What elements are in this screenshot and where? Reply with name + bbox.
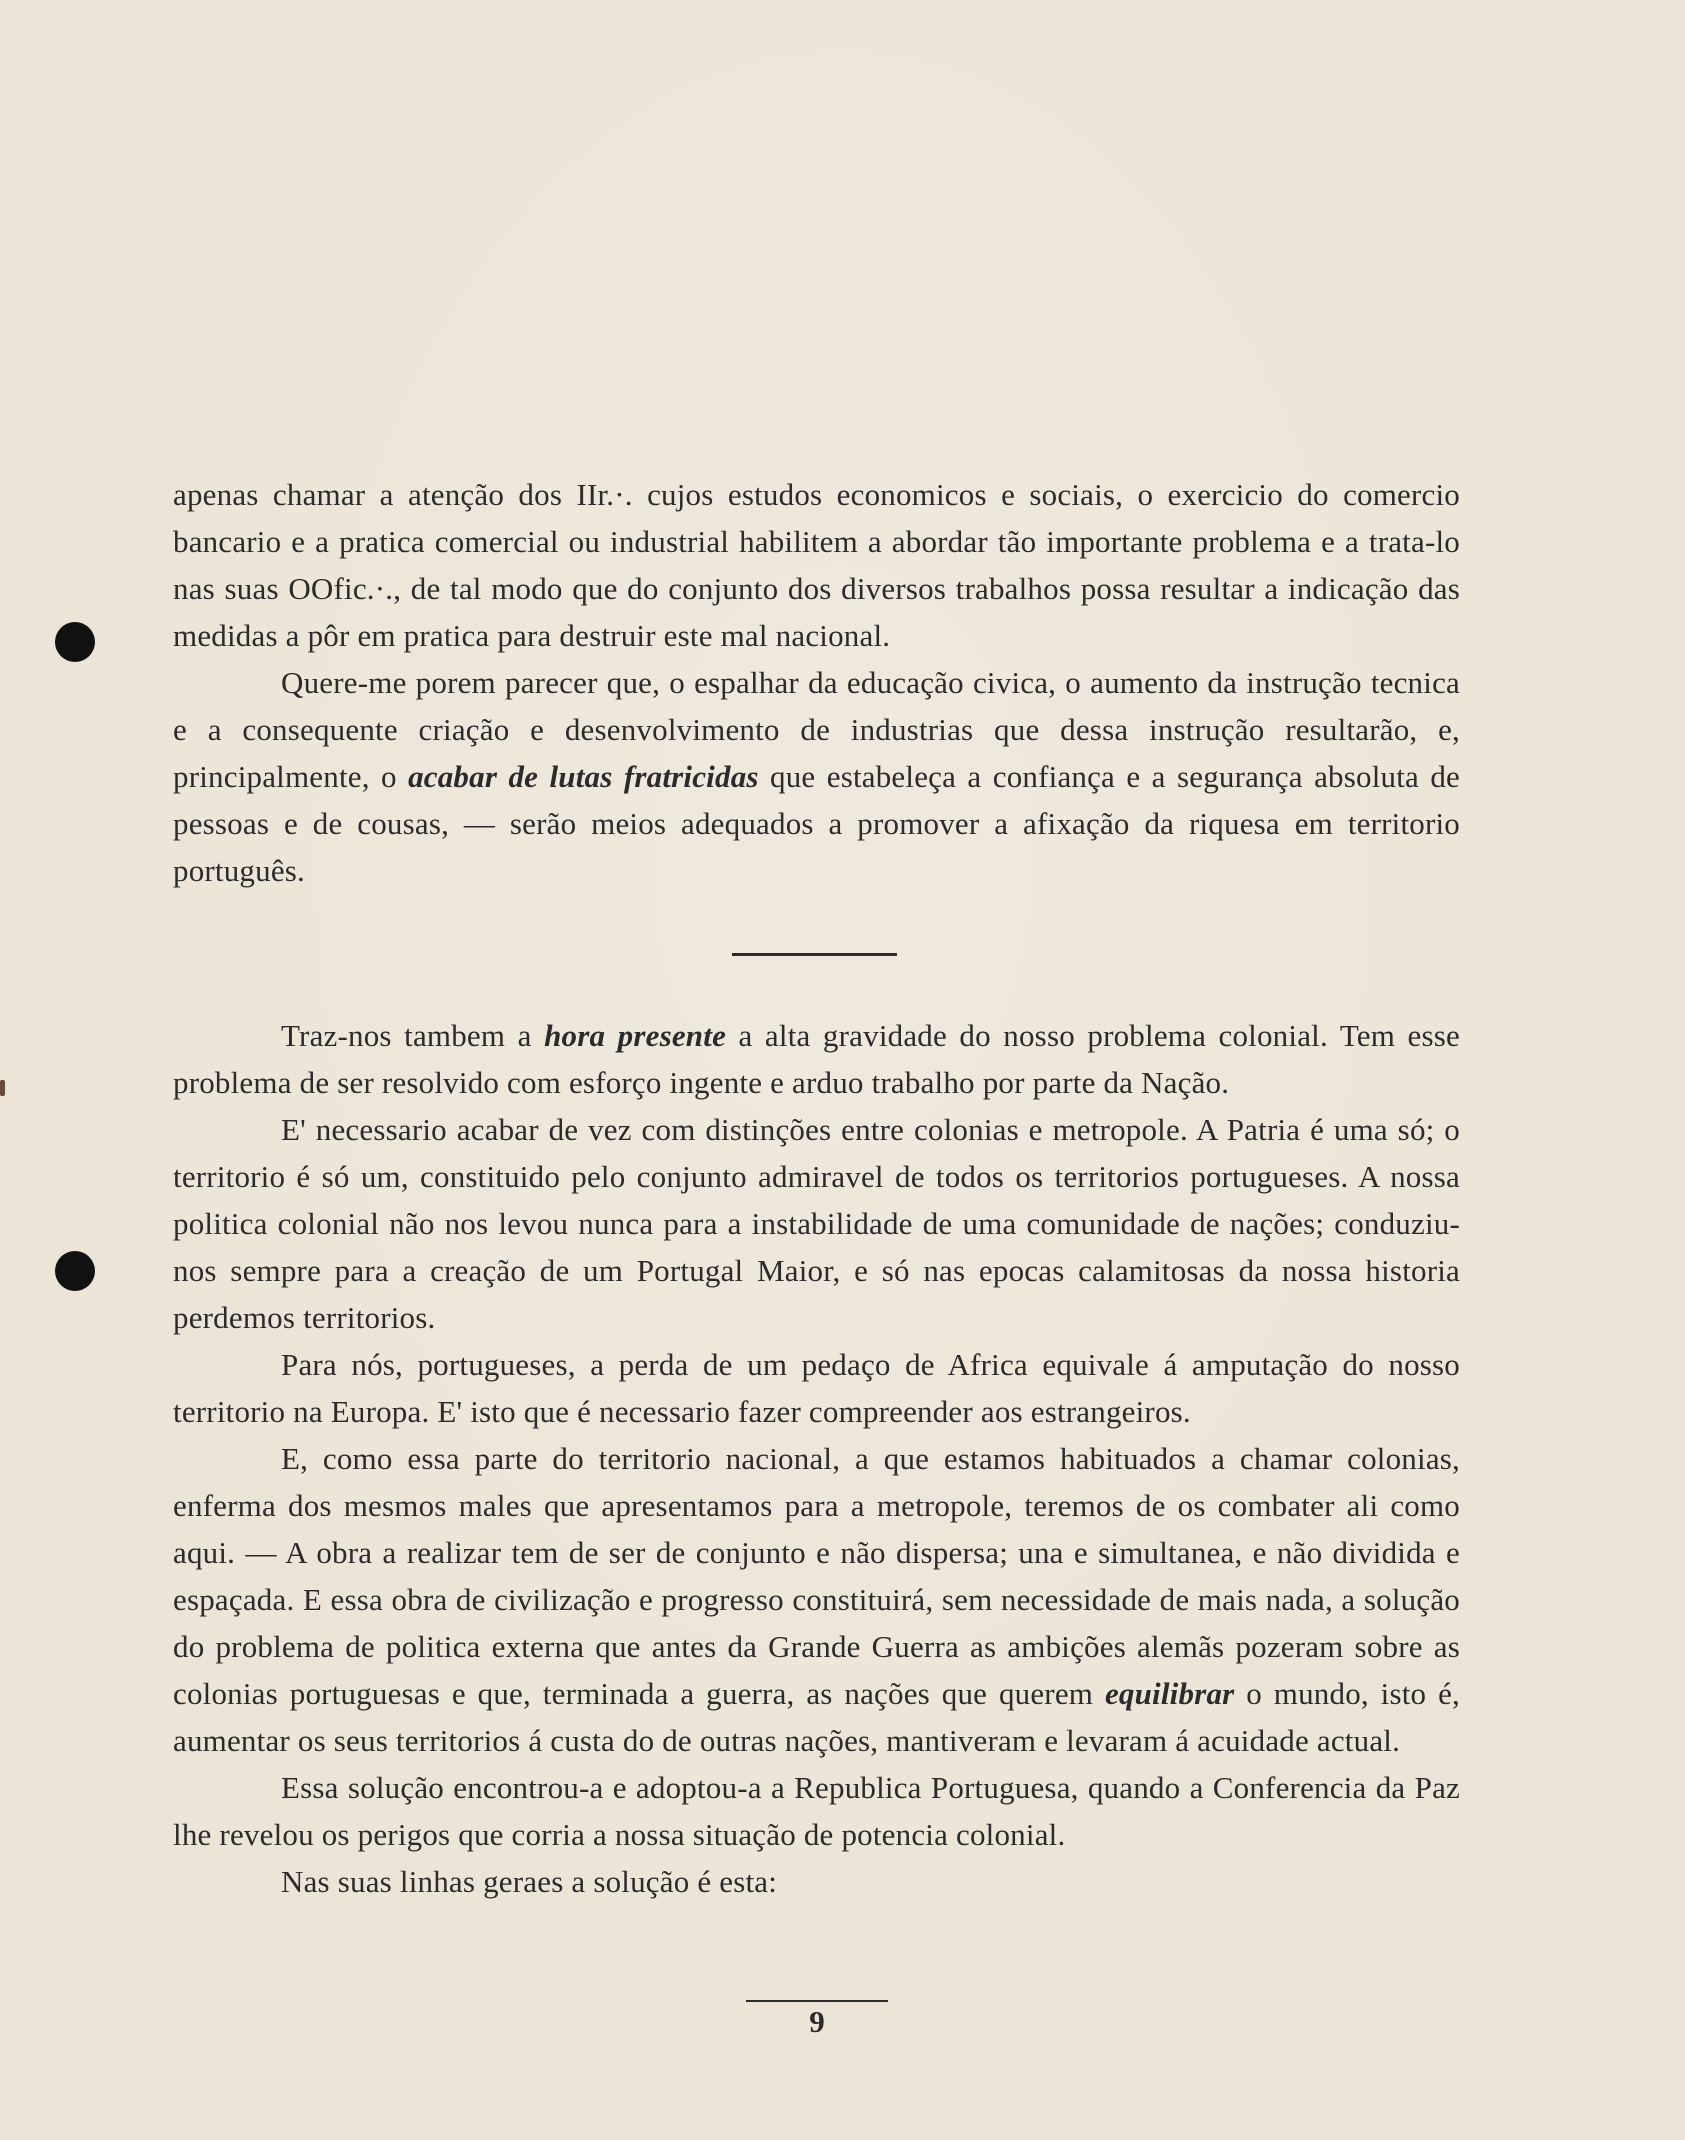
text-run: Traz-nos tambem a (281, 1018, 545, 1053)
emphasis-text: equilibrar (1104, 1676, 1235, 1711)
paragraph: Essa solução encontrou-a e adoptou-a a Republica Portuguesa, quando a Conferencia da Paz lhe revelou os perigos que corria a nossa situação de potencia colonial. (173, 1770, 1460, 1852)
text-block-top (173, 471, 1460, 894)
punch-hole-upper (55, 622, 95, 662)
emphasis-text: acabar de lutas fratricidas (408, 759, 759, 794)
text-run: a alta gravidade do nosso problema colonial. Tem esse problema de ser resolvido com esforço ingente e arduo trabalho por parte da Nação. (173, 1018, 1460, 1100)
paragraph: apenas chamar a atenção dos IIr.·. cujos estudos economicos e sociais, o exercicio do comercio bancario e a pratica comercial ou industrial habilitem a abordar tão importante problema e a trata-lo nas suas OOfic.·., de tal modo que do conjunto dos diversos trabalhos possa resultar a indicação das medidas a pôr em pratica para destruir este mal nacional. (173, 477, 1460, 653)
paragraph: E' necessario acabar de vez com distinções entre colonias e metropole. A Patria é uma só; o territorio é só um, constituido pelo conjunto admiravel de todos os territorios portugueses. A nossa politica colonial não nos levou nunca para a instabilidade de uma comunidade de nações; conduziu-nos sempre para a creação de um Portugal Maior, e só nas epocas calamitosas da nossa historia perdemos territorios. (173, 1112, 1460, 1335)
text-run: o mundo, isto é, aumentar os seus territorios á custa do de outras nações, mantiveram e levaram á acuidade actual. (173, 1676, 1461, 1758)
paragraph: Nas suas linhas geraes a solução é esta: (281, 1864, 778, 1899)
text-run: que estabeleça a confiança e a segurança absoluta de pessoas e de cousas, — serão meios adequados a promover a afixação da riquesa em territorio português. (173, 759, 1460, 888)
text-run: E, como essa parte do territorio nacional, a que estamos habituados a chamar colonias, enferma dos mesmos males que apresentamos para a metropole, teremos de os combater ali como aqui. — A obra a realizar tem de ser de conjunto e não dispersa; una e simultanea, e não dividida e espaçada. E essa obra de civilização e progresso constituirá, sem necessidade de mais nada, a solução do problema de politica externa que antes da Grande Guerra as ambições alemãs pozeram sobre as colonias portuguesas e que, terminada a guerra, as nações que querem (173, 1441, 1460, 1711)
emphasis-text: hora presente (544, 1018, 727, 1053)
punch-hole-lower (55, 1251, 95, 1291)
page-number: 9 (809, 2004, 825, 2039)
paragraph (173, 659, 1460, 894)
paragraph (173, 1435, 1460, 1764)
text-run: Quere-me porem parecer que, o espalhar da educação civica, o aumento da instrução tecnica e a consequente criação e desenvolvimento de industrias que dessa instrução resultarão, e, principalmente, o (173, 665, 1460, 794)
section-separator (732, 953, 897, 956)
text-block-main (173, 1012, 1460, 1905)
edge-mark (0, 1080, 5, 1096)
paragraph: Para nós, portugueses, a perda de um pedaço de Africa equivale á amputação do nosso territorio na Europa. E' isto que é necessario fazer compreender aos estrangeiros. (173, 1347, 1460, 1429)
paragraph (173, 1012, 1460, 1106)
